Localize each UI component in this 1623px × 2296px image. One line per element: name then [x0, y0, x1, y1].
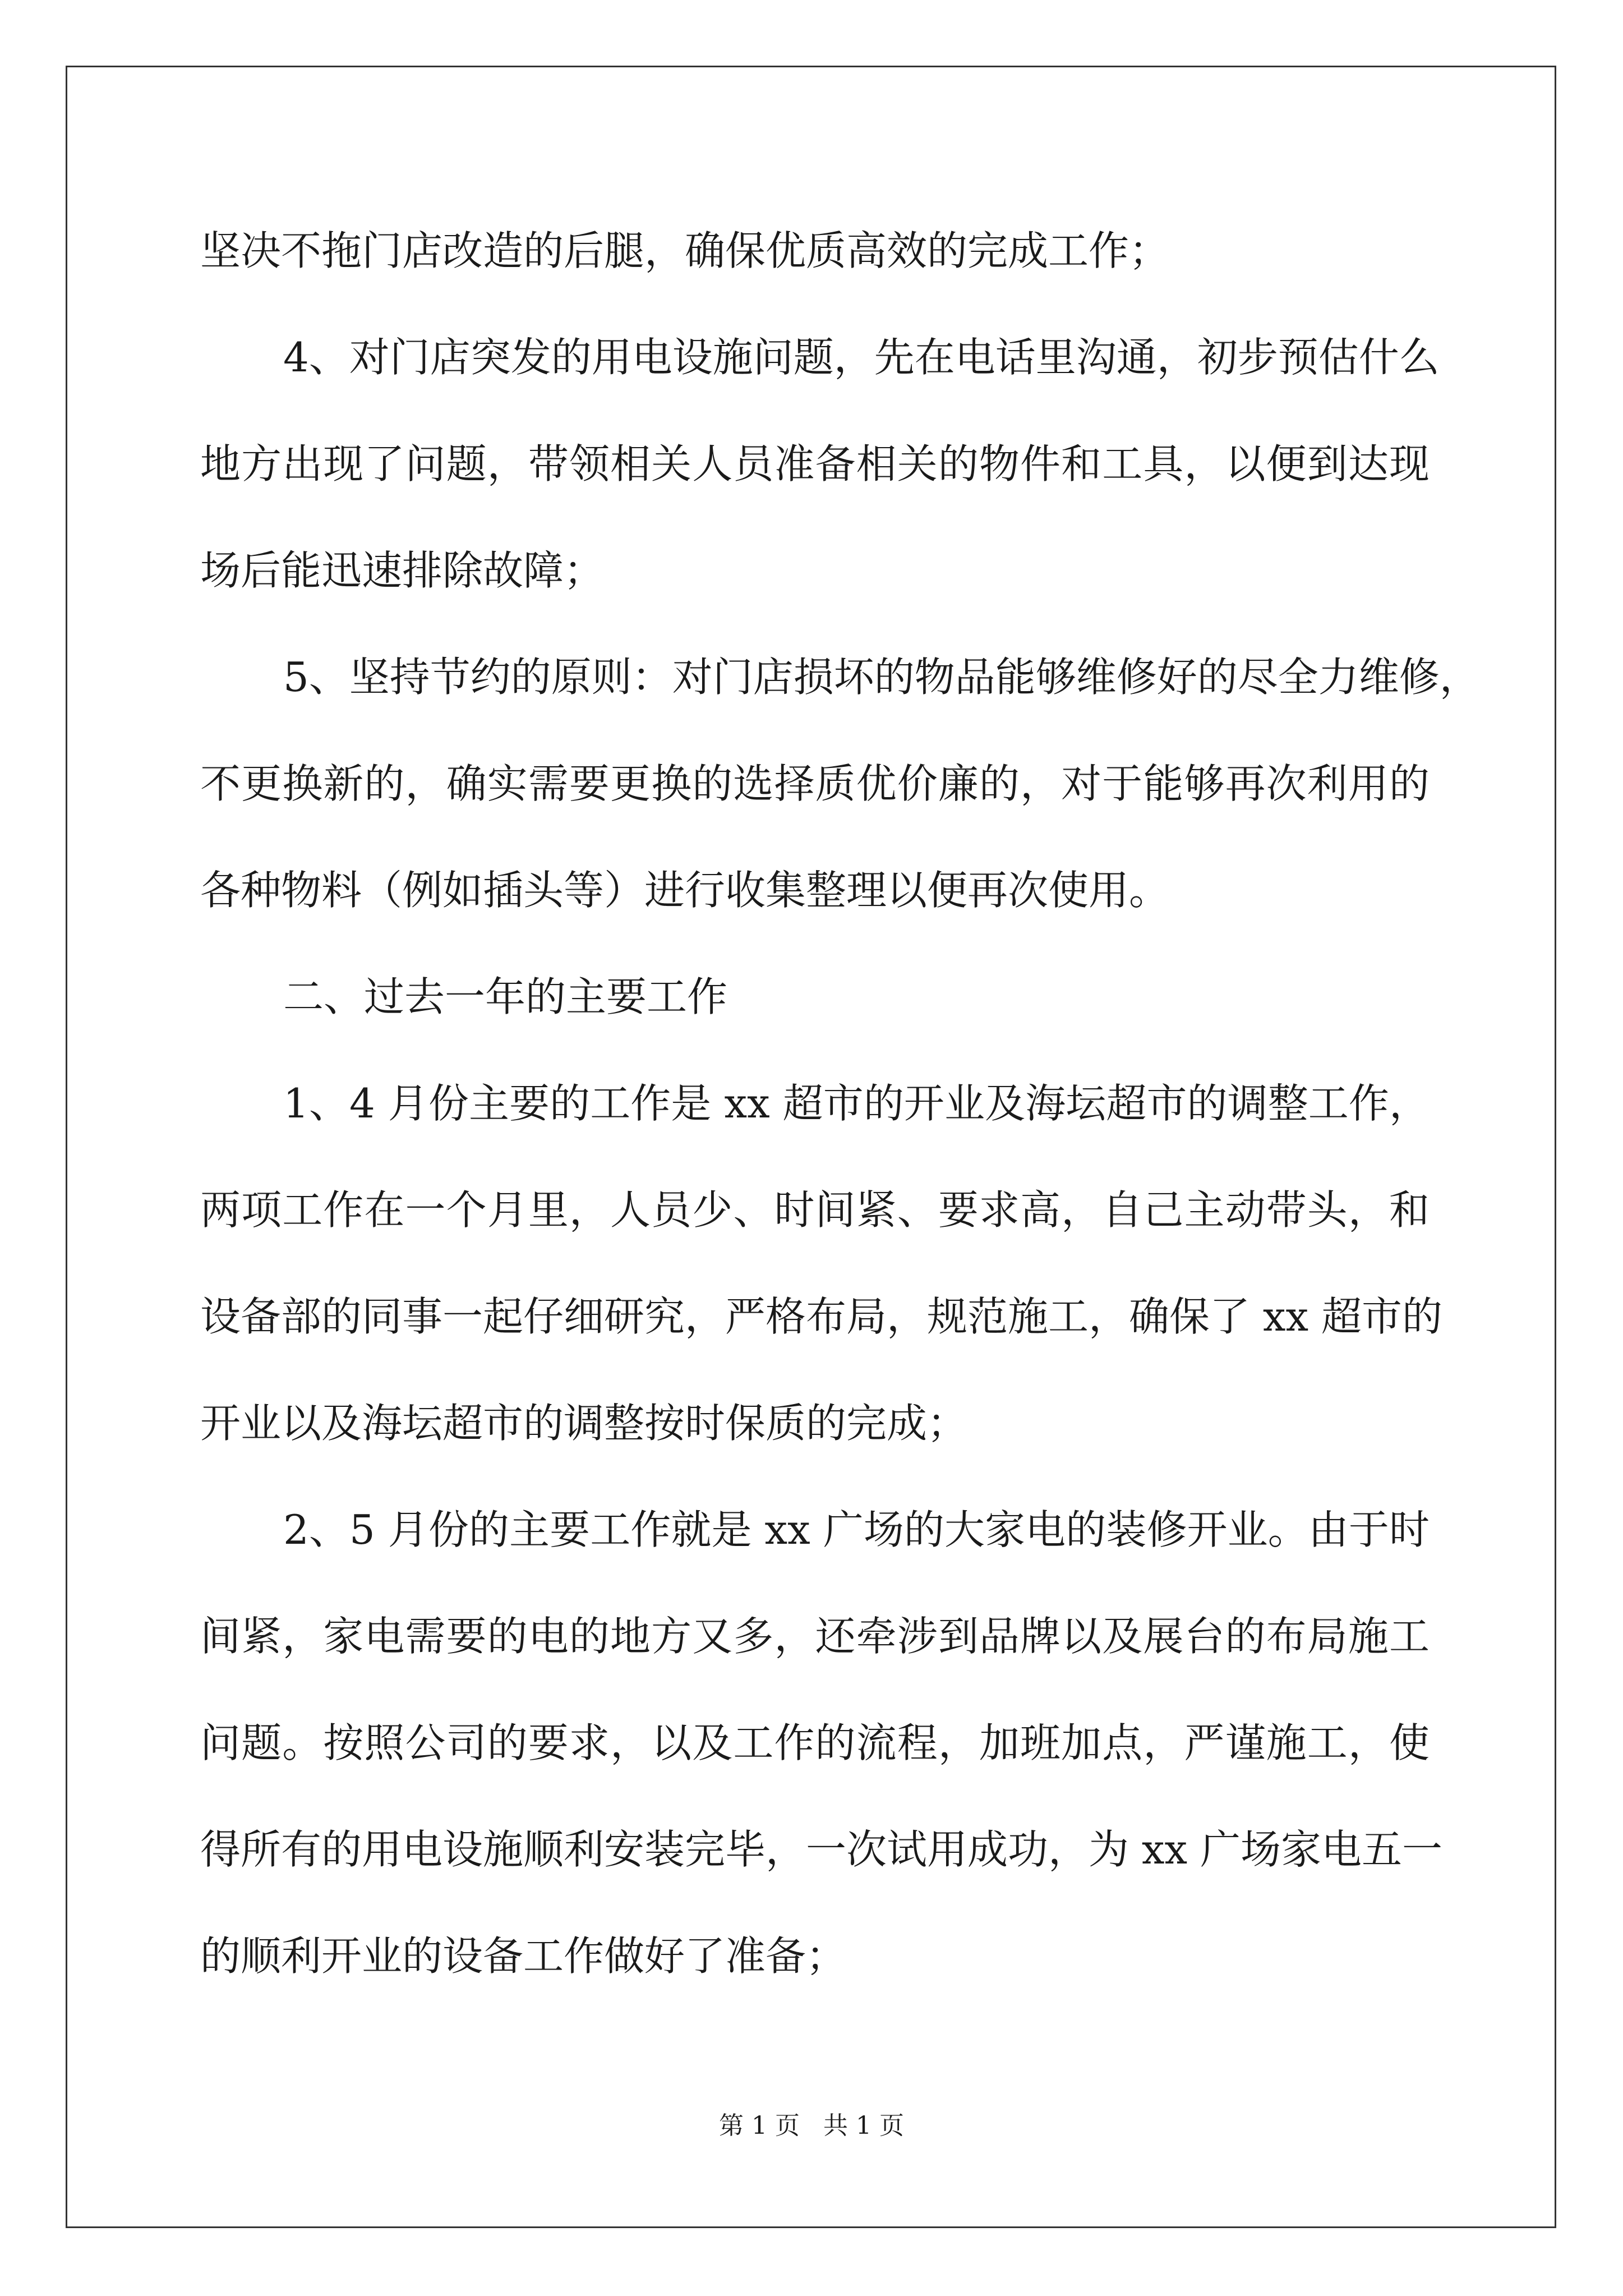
text-line: 不更换新的，确实需要更换的选择质优价廉的，对于能够再次利用的: [200, 760, 1430, 807]
text-line: 地方出现了问题，带领相关人员准备相关的物件和工具，以便到达现: [200, 440, 1430, 487]
text-line: 2、5 月份的主要工作就是 xx 广场的大家电的装修开业。由于时: [283, 1506, 1430, 1553]
page-footer: [0, 2109, 1623, 2143]
text-line: 各种物料（例如插头等）进行收集整理以便再次使用。: [200, 867, 1170, 914]
text-line: 坚决不拖门店改造的后腿，确保优质高效的完成工作；: [200, 227, 1170, 274]
text-line: 的顺利开业的设备工作做好了准备；: [200, 1932, 847, 1980]
text-line: 二、过去一年的主要工作: [283, 973, 728, 1020]
text-line: 1、4 月份主要的工作是 xx 超市的开业及海坛超市的调整工作，: [283, 1080, 1430, 1127]
text-line: 问题。按照公司的要求，以及工作的流程，加班加点，严谨施工，使: [200, 1719, 1430, 1766]
text-line: 4、对门店突发的用电设施问题，先在电话里沟通，初步预估什么: [283, 334, 1440, 381]
text-line: 间紧，家电需要的电的地方又多，还牵涉到品牌以及展台的布局施工: [200, 1613, 1430, 1660]
text-line: 5、坚持节约的原则：对门店损坏的物品能够维修好的尽全力维修，: [283, 654, 1480, 701]
text-line: 两项工作在一个月里，人员少、时间紧、要求高，自己主动带头，和: [200, 1186, 1430, 1234]
page-total: 共 1 页: [823, 2111, 904, 2140]
text-line: 场后能迅速排除故障；: [200, 547, 605, 594]
text-line: 设备部的同事一起仔细研究，严格布局，规范施工，确保了 xx 超市的: [200, 1293, 1442, 1340]
text-line: 得所有的用电设施顺利安装完毕，一次试用成功，为 xx 广场家电五一: [200, 1826, 1442, 1873]
document-body: [200, 197, 1480, 2009]
text-line: 开业以及海坛超市的调整按时保质的完成；: [200, 1400, 968, 1447]
page-number: 第 1 页: [719, 2111, 800, 2140]
